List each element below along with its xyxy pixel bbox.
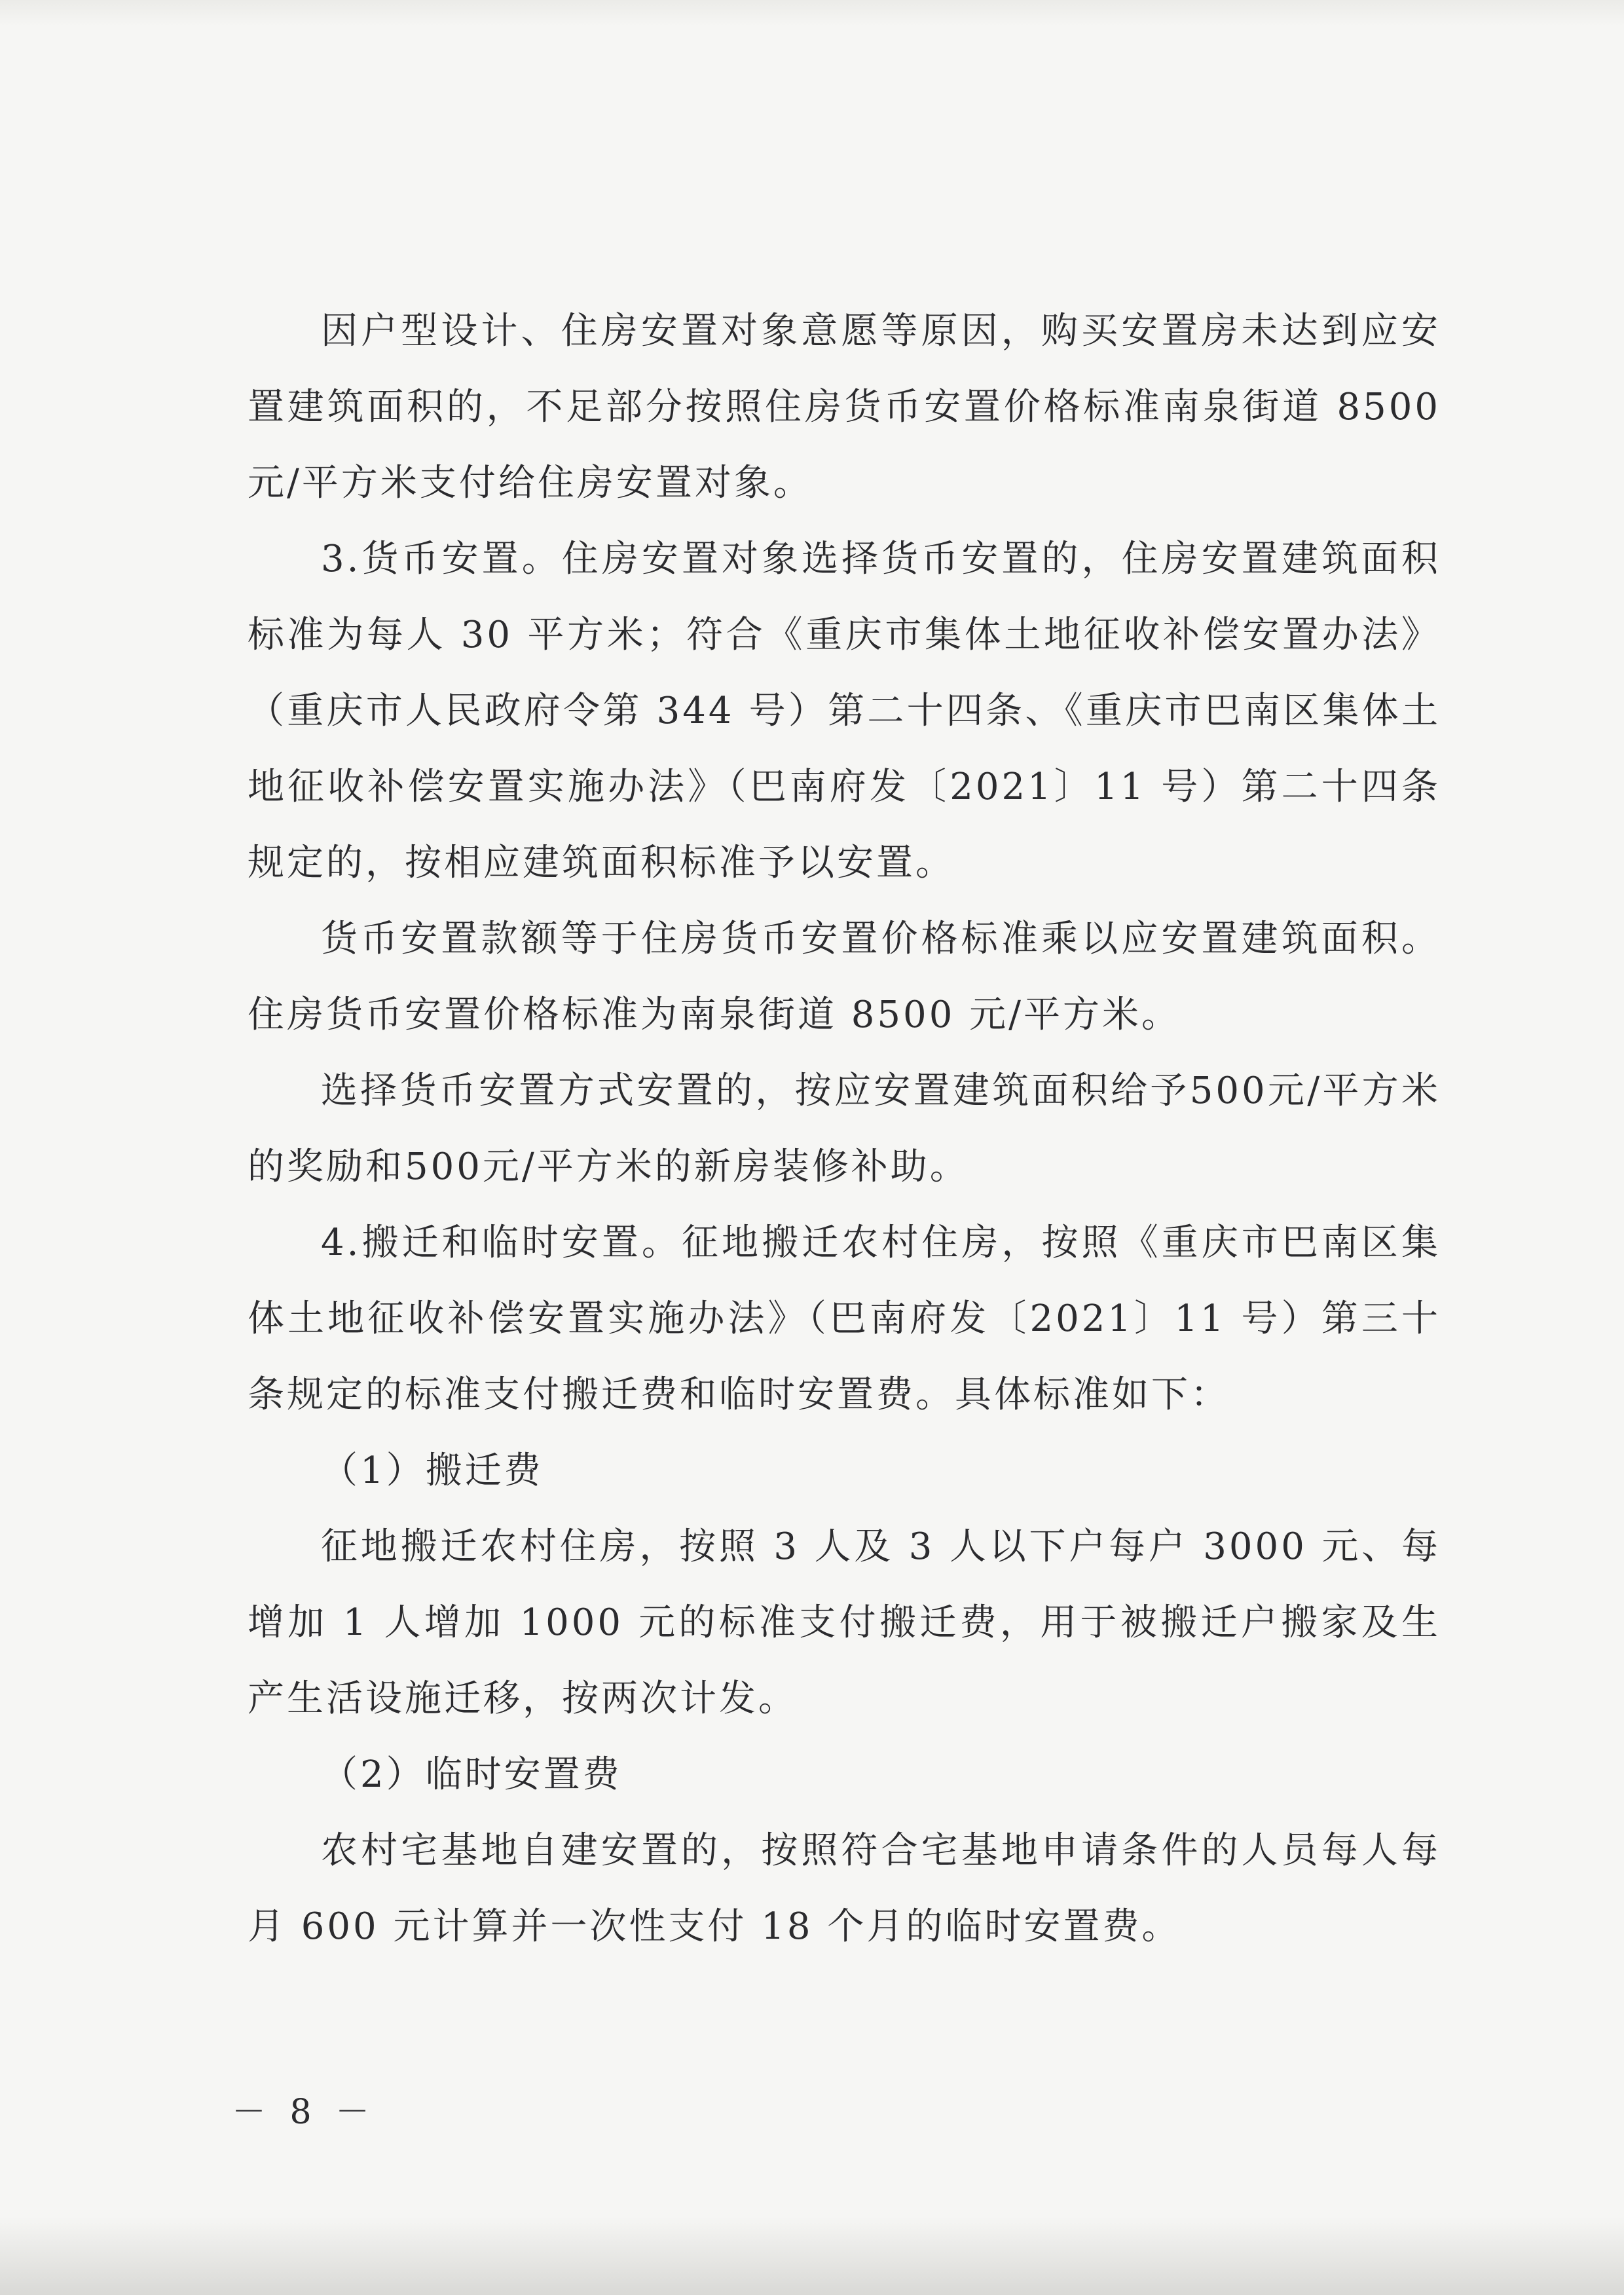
paragraph-monetary-resettlement: 3.货币安置。住房安置对象选择货币安置的，住房安置建筑面积标准为每人 30 平方米；符合《重庆市集体土地征收补偿安置办法》（重庆市人民政府令第 344 号）第二十四条、《重庆市巴南区集体土地征收补偿安置实施办法》（巴南府发〔2021〕11 号）第二十四条规定的，按相应建筑面积标准予以安置。 <box>248 538 1441 884</box>
scan-edge-top <box>0 0 1624 26</box>
paragraph-monetary-reward: 选择货币安置方式安置的，按应安置建筑面积给予500元/平方米的奖励和500元/平方米的新房装修补助。 <box>248 1070 1441 1188</box>
heading-relocation-fee: （1）搬迁费 <box>321 1449 544 1492</box>
page-number: － 8 － <box>232 2093 377 2132</box>
heading-temporary-fee: （2）临时安置费 <box>321 1753 622 1796</box>
document-body <box>248 293 1441 1965</box>
paragraph-relocation-temporary: 4.搬迁和临时安置。征地搬迁农村住房，按照《重庆市巴南区集体土地征收补偿安置实施办法》（巴南府发〔2021〕11 号）第三十条规定的标准支付搬迁费和临时安置费。具体标准如下： <box>248 1222 1441 1416</box>
paragraph-relocation-fee: 征地搬迁农村住房，按照 3 人及 3 人以下户每户 3000 元、每增加 1 人增加 1000 元的标准支付搬迁费，用于被搬迁户搬家及生产生活设施迁移，按两次计发。 <box>248 1525 1441 1720</box>
scan-edge-bottom <box>0 2216 1624 2295</box>
paragraph-monetary-amount: 货币安置款额等于住房货币安置价格标准乘以应安置建筑面积。住房货币安置价格标准为南泉街道 8500 元/平方米。 <box>248 918 1441 1036</box>
paragraph-shortfall-compensation: 因户型设计、住房安置对象意愿等原因，购买安置房未达到应安置建筑面积的，不足部分按照住房货币安置价格标准南泉街道 8500 元/平方米支付给住房安置对象。 <box>248 310 1441 504</box>
paragraph-temporary-fee: 农村宅基地自建安置的，按照符合宅基地申请条件的人员每人每月 600 元计算并一次性支付 18 个月的临时安置费。 <box>248 1829 1441 1948</box>
